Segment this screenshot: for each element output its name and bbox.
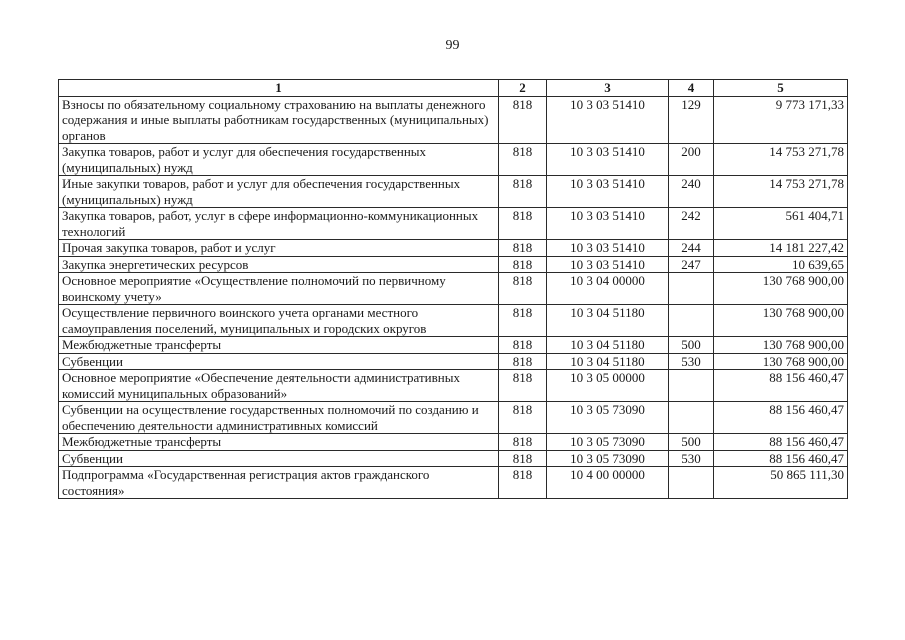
table-row bbox=[59, 176, 848, 208]
table-row bbox=[59, 434, 848, 451]
column-header-1: 1 bbox=[59, 80, 499, 97]
row-name-cell: Субвенции bbox=[59, 353, 499, 370]
row-amount-cell: 88 156 460,47 bbox=[714, 370, 848, 402]
table-body bbox=[59, 96, 848, 499]
row-amount-cell: 130 768 900,00 bbox=[714, 305, 848, 337]
table-row bbox=[59, 337, 848, 354]
row-department-code-cell: 818 bbox=[499, 402, 547, 434]
table-row bbox=[59, 467, 848, 499]
row-expense-type-cell bbox=[669, 402, 714, 434]
row-target-article-cell: 10 3 04 51180 bbox=[547, 353, 669, 370]
row-target-article-cell: 10 3 04 51180 bbox=[547, 337, 669, 354]
row-target-article-cell: 10 3 03 51410 bbox=[547, 256, 669, 273]
table-row bbox=[59, 450, 848, 467]
row-department-code-cell: 818 bbox=[499, 96, 547, 144]
table-row bbox=[59, 353, 848, 370]
row-name-cell: Прочая закупка товаров, работ и услуг bbox=[59, 240, 499, 257]
row-target-article-cell: 10 3 03 51410 bbox=[547, 240, 669, 257]
row-amount-cell: 10 639,65 bbox=[714, 256, 848, 273]
row-target-article-cell: 10 3 03 51410 bbox=[547, 176, 669, 208]
row-name-cell: Субвенции bbox=[59, 450, 499, 467]
row-department-code-cell: 818 bbox=[499, 450, 547, 467]
row-target-article-cell: 10 3 05 73090 bbox=[547, 450, 669, 467]
row-name-cell: Основное мероприятие «Обеспечение деятельности административных комиссий муниципальных образований» bbox=[59, 370, 499, 402]
row-expense-type-cell: 530 bbox=[669, 353, 714, 370]
row-expense-type-cell: 530 bbox=[669, 450, 714, 467]
row-expense-type-cell bbox=[669, 370, 714, 402]
column-header-4: 4 bbox=[669, 80, 714, 97]
row-amount-cell: 50 865 111,30 bbox=[714, 467, 848, 499]
row-amount-cell: 9 773 171,33 bbox=[714, 96, 848, 144]
row-amount-cell: 14 181 227,42 bbox=[714, 240, 848, 257]
row-amount-cell: 130 768 900,00 bbox=[714, 273, 848, 305]
row-target-article-cell: 10 3 05 73090 bbox=[547, 434, 669, 451]
row-expense-type-cell: 500 bbox=[669, 434, 714, 451]
row-name-cell: Подпрограмма «Государственная регистрация актов гражданского состояния» bbox=[59, 467, 499, 499]
row-target-article-cell: 10 3 04 51180 bbox=[547, 305, 669, 337]
row-name-cell: Межбюджетные трансферты bbox=[59, 434, 499, 451]
row-name-cell: Субвенции на осуществление государственных полномочий по созданию и обеспечению деятельности административных комиссий bbox=[59, 402, 499, 434]
row-name-cell: Основное мероприятие «Осуществление полномочий по первичному воинскому учету» bbox=[59, 273, 499, 305]
row-target-article-cell: 10 3 03 51410 bbox=[547, 96, 669, 144]
row-name-cell: Закупка товаров, работ и услуг для обеспечения государственных (муниципальных) нужд bbox=[59, 144, 499, 176]
row-target-article-cell: 10 3 04 00000 bbox=[547, 273, 669, 305]
row-amount-cell: 14 753 271,78 bbox=[714, 176, 848, 208]
row-name-cell: Закупка энергетических ресурсов bbox=[59, 256, 499, 273]
row-expense-type-cell: 242 bbox=[669, 208, 714, 240]
row-department-code-cell: 818 bbox=[499, 337, 547, 354]
row-amount-cell: 130 768 900,00 bbox=[714, 353, 848, 370]
row-department-code-cell: 818 bbox=[499, 353, 547, 370]
table-row bbox=[59, 240, 848, 257]
row-name-cell: Закупка товаров, работ, услуг в сфере информационно-коммуникационных технологий bbox=[59, 208, 499, 240]
row-target-article-cell: 10 3 03 51410 bbox=[547, 144, 669, 176]
row-department-code-cell: 818 bbox=[499, 240, 547, 257]
row-target-article-cell: 10 3 05 00000 bbox=[547, 370, 669, 402]
row-amount-cell: 130 768 900,00 bbox=[714, 337, 848, 354]
row-amount-cell: 14 753 271,78 bbox=[714, 144, 848, 176]
row-expense-type-cell: 500 bbox=[669, 337, 714, 354]
row-department-code-cell: 818 bbox=[499, 208, 547, 240]
table-row bbox=[59, 273, 848, 305]
table-row bbox=[59, 96, 848, 144]
table-row bbox=[59, 208, 848, 240]
row-amount-cell: 561 404,71 bbox=[714, 208, 848, 240]
table-row bbox=[59, 305, 848, 337]
row-amount-cell: 88 156 460,47 bbox=[714, 450, 848, 467]
row-name-cell: Осуществление первичного воинского учета органами местного самоуправления поселений, муниципальных и городских округов bbox=[59, 305, 499, 337]
row-target-article-cell: 10 3 05 73090 bbox=[547, 402, 669, 434]
row-department-code-cell: 818 bbox=[499, 176, 547, 208]
row-department-code-cell: 818 bbox=[499, 144, 547, 176]
row-expense-type-cell bbox=[669, 273, 714, 305]
row-expense-type-cell: 247 bbox=[669, 256, 714, 273]
row-department-code-cell: 818 bbox=[499, 305, 547, 337]
page-number: 99 bbox=[445, 38, 460, 53]
row-expense-type-cell bbox=[669, 467, 714, 499]
column-header-5: 5 bbox=[714, 80, 848, 97]
table-row bbox=[59, 144, 848, 176]
row-department-code-cell: 818 bbox=[499, 434, 547, 451]
row-amount-cell: 88 156 460,47 bbox=[714, 402, 848, 434]
row-department-code-cell: 818 bbox=[499, 467, 547, 499]
table-header-row bbox=[59, 80, 848, 97]
row-name-cell: Взносы по обязательному социальному страхованию на выплаты денежного содержания и иные выплаты работникам государственных (муниципальных) органов bbox=[59, 96, 499, 144]
row-name-cell: Иные закупки товаров, работ и услуг для обеспечения государственных (муниципальных) нужд bbox=[59, 176, 499, 208]
row-expense-type-cell: 129 bbox=[669, 96, 714, 144]
table-row bbox=[59, 370, 848, 402]
table-row bbox=[59, 402, 848, 434]
column-header-3: 3 bbox=[547, 80, 669, 97]
row-expense-type-cell bbox=[669, 305, 714, 337]
row-name-cell: Межбюджетные трансферты bbox=[59, 337, 499, 354]
row-expense-type-cell: 244 bbox=[669, 240, 714, 257]
row-expense-type-cell: 240 bbox=[669, 176, 714, 208]
row-target-article-cell: 10 4 00 00000 bbox=[547, 467, 669, 499]
row-department-code-cell: 818 bbox=[499, 370, 547, 402]
row-department-code-cell: 818 bbox=[499, 273, 547, 305]
row-department-code-cell: 818 bbox=[499, 256, 547, 273]
column-header-2: 2 bbox=[499, 80, 547, 97]
table-row bbox=[59, 256, 848, 273]
budget-table bbox=[58, 79, 848, 499]
row-expense-type-cell: 200 bbox=[669, 144, 714, 176]
row-target-article-cell: 10 3 03 51410 bbox=[547, 208, 669, 240]
row-amount-cell: 88 156 460,47 bbox=[714, 434, 848, 451]
